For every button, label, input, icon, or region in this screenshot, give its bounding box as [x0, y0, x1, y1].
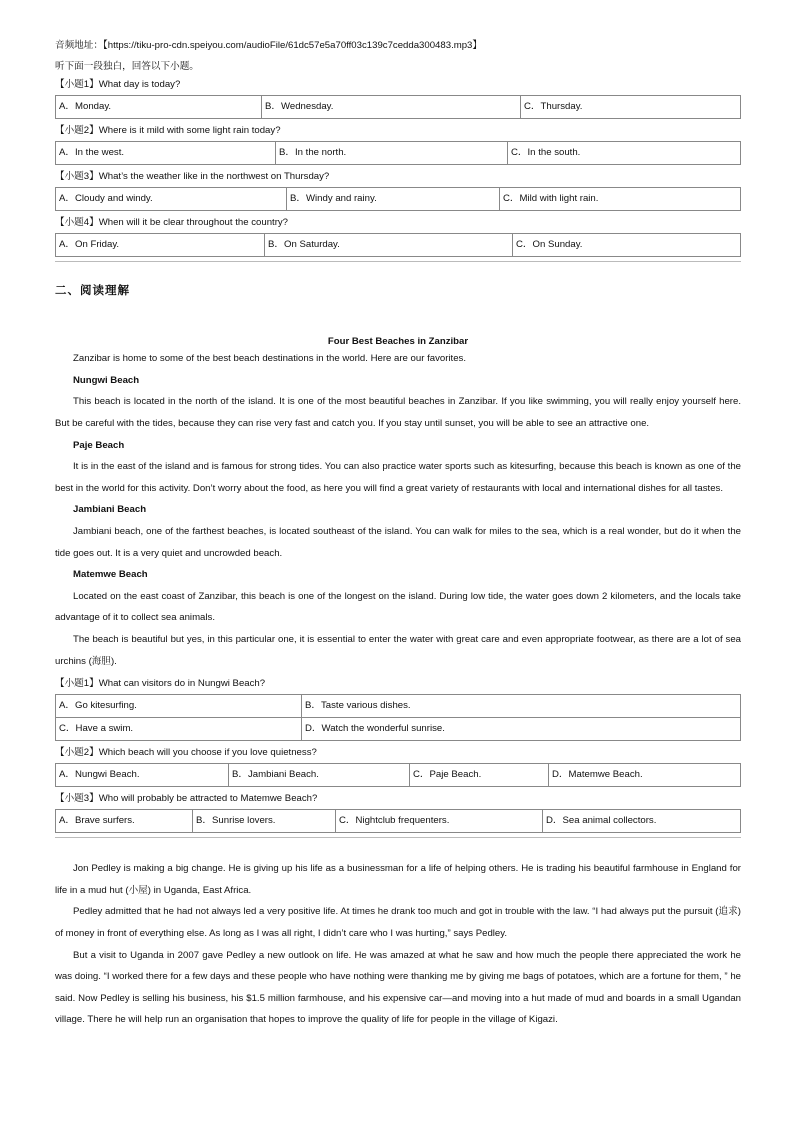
beach-heading: Nungwi Beach: [73, 374, 140, 386]
question-prompt: 【小题1】What can visitors do in Nungwi Beach?: [55, 678, 266, 690]
option-b[interactable]: B．On Saturday.: [265, 233, 513, 256]
option-c[interactable]: C．Paje Beach.: [410, 764, 549, 787]
option-b[interactable]: B．Wednesday.: [262, 95, 521, 118]
question-prompt: 【小题2】Which beach will you choose if you love quietness?: [55, 747, 317, 759]
question-prompt: 【小题3】What’s the weather like in the northwest on Thursday?: [55, 170, 330, 182]
question-prompt: 【小题4】When will it be clear throughout the country?: [55, 216, 289, 228]
option-b[interactable]: B．Taste various dishes.: [302, 695, 741, 718]
option-c[interactable]: C．Mild with light rain.: [500, 187, 741, 210]
divider: [55, 261, 741, 262]
passage-paragraph: The beach is beautiful but yes, in this particular one, it is essential to enter the water with great care and even appropriate footwear, as there are a lot of sea urchins (海胆).: [55, 633, 741, 667]
option-c[interactable]: C．In the south.: [508, 141, 741, 164]
question-prompt: 【小题1】What day is today?: [55, 78, 181, 90]
passage-paragraph: Located on the east coast of Zanzibar, this beach is one of the longest on the island. During low tide, the water goes down 2 kilometers, and the locals take advantage of it to collect sea animals.: [55, 590, 741, 624]
options-table: [55, 809, 741, 833]
option-b[interactable]: B．Windy and rainy.: [287, 187, 500, 210]
option-a[interactable]: A．Go kitesurfing.: [56, 695, 302, 718]
options-table: [55, 187, 741, 211]
beach-heading: Matemwe Beach: [73, 569, 148, 581]
passage-paragraph: Pedley admitted that he had not always led a very positive life. At times he drank too much and got in trouble with the law. “I had always put the pursuit (追求) of money in front of everything else. As long as I was all right, I didn’t care who I was hurting,” says Pedley.: [55, 906, 741, 939]
section-title: 二、阅读理解: [55, 284, 130, 297]
passage-paragraph: Jambiani beach, one of the farthest beaches, is located southeast of the island. You can walk for miles to the sea, which is a real wonder, but do it when the tide goes out. It is a very quiet and uncrowded beach.: [55, 526, 741, 559]
beach-heading: Jambiani Beach: [73, 504, 147, 516]
option-a[interactable]: A．Cloudy and windy.: [56, 187, 287, 210]
audio-url-line[interactable]: 音频地址：【https://tiku-pro-cdn.speiyou.com/audioFile/61dc57e5a70ff03c139c7cedda300483.mp3】: [55, 40, 482, 51]
passage-paragraph: Jon Pedley is making a big change. He is giving up his life as a businessman for a life of helping others. He is trading his beautiful farmhouse in England for life in a mud hut (小屋) in Uganda, East Africa.: [55, 863, 741, 896]
beach-heading: Paje Beach: [73, 439, 125, 451]
option-c[interactable]: C．Nightclub frequenters.: [336, 810, 543, 833]
option-d[interactable]: D．Sea animal collectors.: [543, 810, 741, 833]
options-table: [55, 141, 741, 165]
option-a[interactable]: A．Nungwi Beach.: [56, 764, 229, 787]
option-c[interactable]: C．On Sunday.: [513, 233, 741, 256]
option-c[interactable]: C．Thursday.: [521, 95, 741, 118]
option-a[interactable]: A．In the west.: [56, 141, 276, 164]
options-table: [55, 763, 741, 787]
option-b[interactable]: B．In the north.: [276, 141, 508, 164]
passage-paragraph: But a visit to Uganda in 2007 gave Pedley a new outlook on life. He was amazed at what he saw and how much the people there appreciated the work he was doing. “I worked there for a few days and these people who have nothing were thanking me by giving me bags of potatoes, which are a fortune for them, ” he said. Now Pedley is selling his business, his $1.5 million farmhouse, and his expensive car—and moving into a hut made of mud and boards in a small Ugandan village. There he will help run an organisation that hopes to improve the quality of life for people in the village of Kigazi.: [55, 949, 741, 1026]
option-a[interactable]: A．Brave surfers.: [56, 810, 193, 833]
option-b[interactable]: B．Sunrise lovers.: [193, 810, 336, 833]
passage-paragraph: It is in the east of the island and is famous for strong tides. You can also practice water sports such as kitesurfing, because this beach is known as one of the best in the world for this activity. Don’t worry about the food, as here you will find a great variety of restaurants with local and international dishes for all tastes.: [55, 461, 741, 494]
passage-paragraph: Zanzibar is home to some of the best beach destinations in the world. Here are our favorites.: [73, 353, 467, 365]
option-d[interactable]: D．Watch the wonderful sunrise.: [302, 718, 741, 741]
passage-title: Four Best Beaches in Zanzibar: [327, 336, 469, 348]
option-c[interactable]: C．Have a swim.: [56, 718, 302, 741]
question-prompt: 【小题3】Who will probably be attracted to Matemwe Beach?: [55, 793, 318, 805]
listening-instruction: 听下面一段独白，回答以下小题。: [55, 60, 199, 72]
question-prompt: 【小题2】Where is it mild with some light rain today?: [55, 124, 281, 136]
options-table: [55, 233, 741, 257]
passage-paragraph: This beach is located in the north of the island. It is one of the most beautiful beaches in Zanzibar. If you like swimming, you will really enjoy yourself here. But be careful with the tides, because they can rise very fast and catch you. If you stay until sunset, you will be able to see an attractive one.: [55, 396, 741, 430]
options-table: [55, 694, 741, 741]
option-d[interactable]: D．Matemwe Beach.: [549, 764, 741, 787]
document-page: [55, 40, 741, 1031]
option-a[interactable]: A．On Friday.: [56, 233, 265, 256]
options-table: [55, 95, 741, 119]
option-b[interactable]: B．Jambiani Beach.: [229, 764, 410, 787]
option-a[interactable]: A．Monday.: [56, 95, 262, 118]
